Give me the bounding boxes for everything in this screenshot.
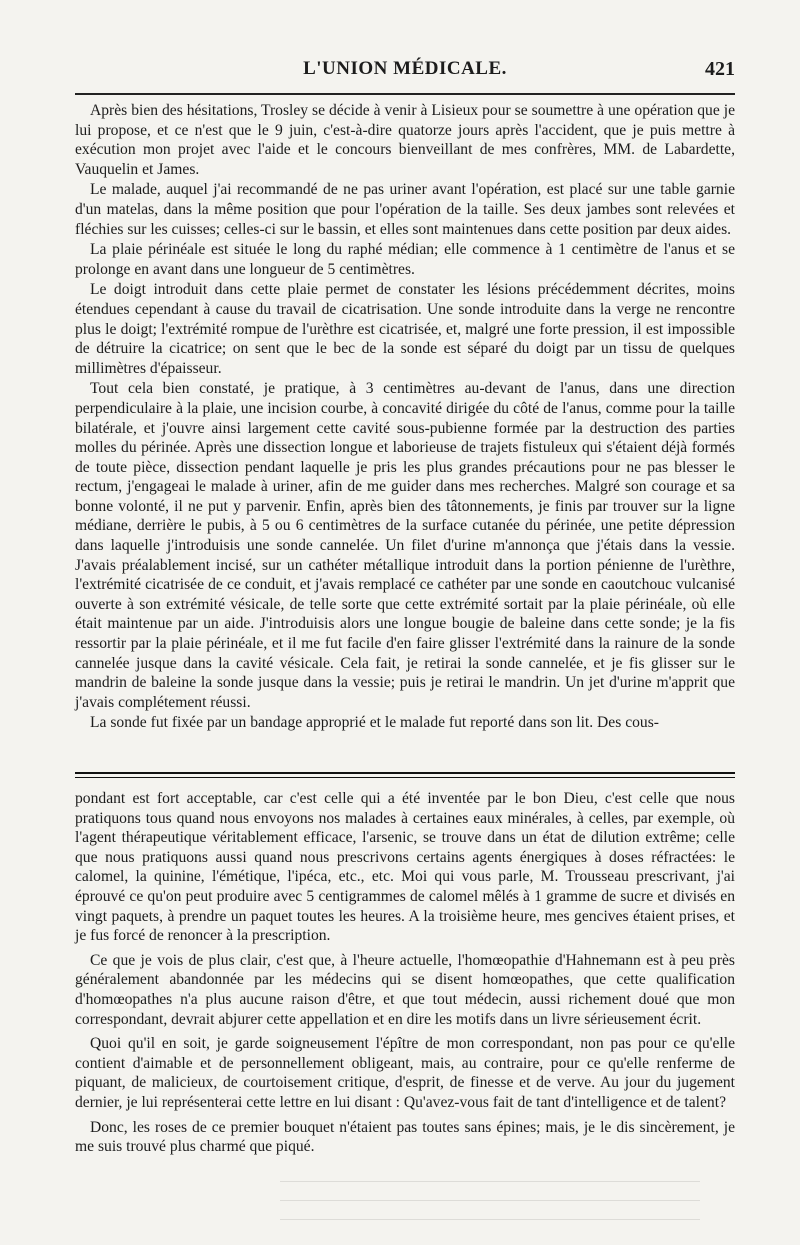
article-body bbox=[75, 101, 735, 733]
header-divider bbox=[75, 93, 735, 95]
page-header bbox=[75, 58, 735, 86]
paragraph: Tout cela bien constaté, je pratique, à 3 centimètres au-devant de l'anus, dans une direction perpendiculaire à la plaie, une incision courbe, à concavité dirigée du côté de l'anus, comme pour la taille bilatérale, et j'ouvre ainsi largement cette cavité sous-pubienne formée par la destruction des parties molles du périnée. Après une dissection longue et laborieuse de trajets fistuleux qui s'étaient déjà formés de toute pièce, dissection pendant laquelle je pris les plus grandes précautions pour ne pas blesser le rectum, j'engageai le malade à uriner, afin de me guider dans mes recherches. Malgré son courage et sa bonne volonté, il ne put y parvenir. Enfin, après bien des tâtonnements, je finis par trouver sur la ligne médiane, derrière le pubis, à 5 ou 6 centimètres de la surface cutanée du périnée, une petite dépression dans laquelle j'introduisis une sonde cannelée. Un filet d'urine m'annonça que j'étais dans la vessie. J'avais préalablement incisé, sur un cathéter métallique introduit dans la portion pénienne de l'urèthre, l'extrémité cicatrisée de ce conduit, et j'avais remplacé ce cathéter par une sonde en caoutchouc vulcanisé ouverte à son extrémité vésicale, de telle sorte que cette extrémité sortait par la plaie périnéale, où elle était maintenue par un aide. J'introduisis alors une longue bougie de baleine dans cette sonde; je la fis ressortir par la plaie périnéale, et il me fut facile d'en faire glisser l'extrémité dans la rainure de la sonde cannelée jusque dans la cavité vésicale. Cela fait, je retirai la sonde cannelée, et je fis glisser sur le mandrin de baleine la sonde jusque dans la vessie; puis je retirai le mandrin. Un jet d'urine m'apprit que j'avais complétement réussi. bbox=[75, 380, 735, 711]
paragraph: Quoi qu'il en soit, je garde soigneusement l'épître de mon correspondant, non pas pour ce qu'elle contient d'aimable et de personnellement obligeant, mais, au contraire, pour ce qu'elle renferme de piquant, de malicieux, de courtoisement critique, d'esprit, de finesse et de verve. Au jour du jugement dernier, je lui représenterai cette lettre en lui disant : Qu'avez-vous fait de tant d'intelligence et de talent? bbox=[75, 1035, 735, 1111]
show-through-texture bbox=[280, 1180, 700, 1220]
paragraph: Le doigt introduit dans cette plaie permet de constater les lésions précédemment décrites, moins étendues cependant à cause du travail de cicatrisation. Une sonde introduite dans la verge ne rencontre plus le doigt; l'extrémité rompue de l'urèthre est cicatrisée, et, malgré une forte pression, il est impossible de détruire la cicatrice; on sent que le bec de la sonde est séparé du doigt par un tissu de quelques millimètres d'épaisseur. bbox=[75, 281, 735, 377]
paragraph: Ce que je vois de plus clair, c'est que, à l'heure actuelle, l'homœopathie d'Hahnemann est à peu près généralement abandonnée par les médecins qui se disent homœopathes, que cette qualification d'homœopathes n'a plus aucune raison d'être, et que tout médecin, aussi richement doué que mon correspondant, devrait abjurer cette appellation et en dire les motifs dans un livre sérieusement écrit. bbox=[75, 951, 735, 1028]
feuilleton-divider-thin bbox=[75, 777, 735, 778]
paragraph: pondant est fort acceptable, car c'est celle qui a été inventée par le bon Dieu, c'est celle que nous pratiquons tous quand nous envoyons nos malades à certaines eaux minérales, à celles, par exemple, où l'agent thérapeutique véritablement efficace, l'arsenic, se trouve dans un état de dilution extrême; celle que nous pratiquons aussi quand nous prescrivons certains agents énergiques à doses réfractées: le calomel, la quinine, l'émétique, l'ipéca, etc., etc. Moi qui vous parle, M. Trousseau prescrivant, j'ai éprouvé ce qu'on peut produire avec 5 centigrammes de calomel mêlés à 1 gramme de sucre et divisés en vingt paquets, à prendre un paquet toutes les heures. A la troisième heure, mes gencives étaient prises, et je fus forcé de renoncer à la prescription. bbox=[75, 790, 735, 945]
paragraph: La sonde fut fixée par un bandage approprié et le malade fut reporté dans son lit. Des cous- bbox=[90, 714, 659, 732]
page-number: 421 bbox=[705, 58, 735, 80]
feuilleton-divider-thick bbox=[75, 772, 735, 774]
paragraph: Le malade, auquel j'ai recommandé de ne pas uriner avant l'opération, est placé sur une table garnie d'un matelas, dans la même position que pour l'opération de la taille. Ses deux jambes sont relevées et fléchies sur les cuisses; celles-ci sur le bassin, et elles sont maintenues dans cette position par deux aides. bbox=[75, 181, 735, 238]
running-title: L'UNION MÉDICALE. bbox=[303, 58, 507, 79]
feuilleton-body bbox=[75, 789, 735, 1157]
paragraph: Après bien des hésitations, Trosley se décide à venir à Lisieux pour se soumettre à une opération que je lui propose, et ce n'est que le 9 juin, c'est-à-dire quatorze jours après l'accident, que je puis mettre à exécution mon projet avec l'aide et le concours bienveillant de mes confrères, MM. de Labardette, Vauquelin et James. bbox=[75, 102, 735, 178]
paragraph: La plaie périnéale est située le long du raphé médian; elle commence à 1 centimètre de l'anus et se prolonge en avant dans une longueur de 5 centimètres. bbox=[75, 241, 735, 278]
paragraph: Donc, les roses de ce premier bouquet n'étaient pas toutes sans épines; mais, je le dis sincèrement, je me suis trouvé plus charmé que piqué. bbox=[75, 1118, 735, 1156]
